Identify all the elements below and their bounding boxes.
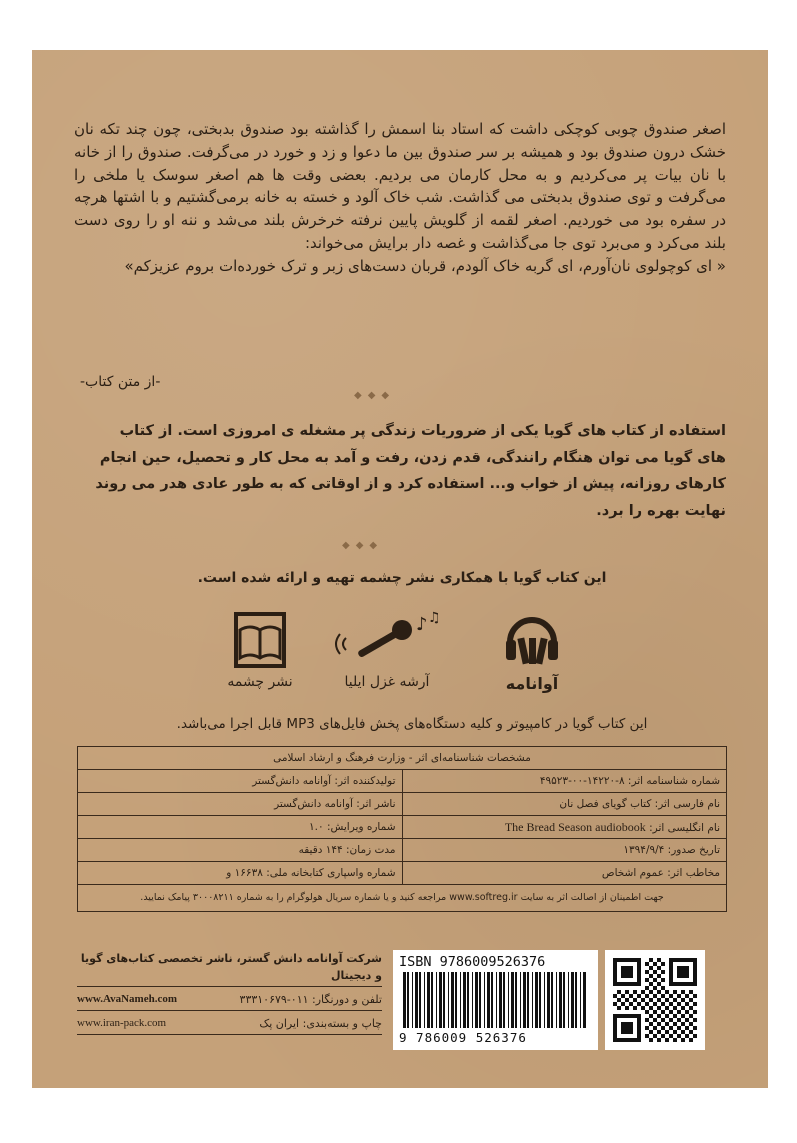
publisher-phone: تلفن و دورنگار: ۰۱۱-۳۳۳۱۰۶۷۹ xyxy=(239,993,382,1006)
barcode-bar xyxy=(571,972,574,1028)
qr-module xyxy=(693,994,697,998)
english-title-value: The Bread Season audiobook xyxy=(504,820,646,834)
qr-module xyxy=(649,966,653,970)
table-row xyxy=(78,793,726,816)
qr-module xyxy=(673,990,677,994)
qr-module xyxy=(613,994,617,998)
barcode-bar xyxy=(544,972,545,1028)
qr-module xyxy=(645,970,649,974)
qr-module xyxy=(653,986,657,990)
qr-module xyxy=(677,1018,681,1022)
table-cell: تولیدکننده اثر: آوانامه دانش‌گستر xyxy=(78,770,403,792)
qr-module xyxy=(669,1026,673,1030)
qr-module xyxy=(689,1014,693,1018)
qr-module xyxy=(661,1034,665,1038)
qr-module xyxy=(621,1002,625,1006)
qr-module xyxy=(669,1010,673,1014)
qr-module xyxy=(669,994,673,998)
qr-module xyxy=(685,1002,689,1006)
barcode-bar xyxy=(431,972,433,1028)
publisher-company: شرکت آوانامه دانش گستر، ناشر تخصصی کتاب‌های گویا و دیجیتال xyxy=(77,950,382,987)
qr-module xyxy=(681,1006,685,1010)
barcode-bar xyxy=(451,972,454,1028)
qr-module xyxy=(689,990,693,994)
qr-module xyxy=(653,1034,657,1038)
qr-module xyxy=(685,1034,689,1038)
qr-module xyxy=(673,1038,677,1042)
qr-module xyxy=(657,1030,661,1034)
table-cell: نام فارسی اثر: کتاب گویای فصل نان xyxy=(559,798,720,810)
qr-module xyxy=(649,998,653,1002)
qr-module xyxy=(681,1014,685,1018)
table-cell: مخاطب اثر: عموم اشخاص xyxy=(601,867,720,879)
qr-module xyxy=(669,1018,673,1022)
qr-module xyxy=(673,1006,677,1010)
qr-module xyxy=(649,990,653,994)
qr-module xyxy=(661,1018,665,1022)
microphone-music-icon xyxy=(332,608,442,672)
qr-module xyxy=(661,978,665,982)
avanameh-logo xyxy=(472,608,592,693)
qr-module xyxy=(693,1018,697,1022)
qr-module xyxy=(689,1022,693,1026)
qr-module xyxy=(633,1006,637,1010)
authenticity-note: جهت اطمینان از اصالت اثر به سایت www.softreg.ir مراجعه کنید و یا شماره سریال هولوگرام را به شماره ۳۰۰۰۸۲۱۱ پیامک نمایید. xyxy=(78,885,726,911)
barcode-bar xyxy=(415,972,418,1028)
qr-module xyxy=(653,970,657,974)
barcode-bar xyxy=(463,972,466,1028)
barcode-bar xyxy=(443,972,445,1028)
qr-module xyxy=(645,986,649,990)
qr-module xyxy=(689,998,693,1002)
publisher-contact xyxy=(77,991,382,1011)
isbn-barcode-box xyxy=(393,950,598,1050)
barcode-bar xyxy=(496,972,497,1028)
table-cell: ناشر اثر: آوانامه دانش‌گستر xyxy=(78,793,403,815)
qr-module xyxy=(661,1026,665,1030)
qr-module xyxy=(625,1006,629,1010)
qr-module xyxy=(665,1006,669,1010)
barcode-icon xyxy=(403,972,588,1028)
qr-module xyxy=(645,962,649,966)
qr-module xyxy=(673,1014,677,1018)
barcode-bar xyxy=(559,972,562,1028)
english-title-label: نام انگلیسی اثر: xyxy=(649,822,720,834)
barcode-bar xyxy=(467,972,469,1028)
qr-module xyxy=(685,994,689,998)
qr-module xyxy=(645,1002,649,1006)
qr-module xyxy=(649,1038,653,1042)
barcode-bar xyxy=(412,972,413,1028)
qr-module xyxy=(645,1026,649,1030)
qr-module xyxy=(617,990,621,994)
qr-module xyxy=(677,994,681,998)
excerpt-paragraph: اصغر صندوق چوبی کوچکی داشت که استاد بنا اسمش را گذاشته بود صندوق بدبختی، چون چند تکه نان خشک درون صندوق بود و همیشه بر سر صندوق بین ما دعوا و زد و خورد در می‌گرفت. صندوق را از خانه با نان بیات پر می‌کردیم و به محل کارمان می بردیم. بعضی وقت ها هم اصغر سوسک یا ملخی را می‌گرفت و توی صندوق بدبختی می گذاشت. شب خاک آلود و خسته به خانه برمی‌گشتیم و با اشتها هرچه در سفره بود می خوردیم. اصغر لقمه از گلویش پایین نرفته خرخرش بلند می‌شد و ننه او را روی دست بلند می‌کرد و می‌برد توی جا می‌گذاشت و غصه دار برایش می‌خواند: xyxy=(74,120,726,252)
avanameh-label: آوانامه xyxy=(505,674,559,693)
excerpt-source: -از متن کتاب- xyxy=(80,374,161,390)
identity-table xyxy=(77,746,727,912)
qr-module xyxy=(633,990,637,994)
divider-dots: ◆◆◆ xyxy=(354,390,396,401)
table-cell: شماره شناسنامه اثر: ۸-۱۴۲۲۰-۰۰-۴۹۵۲۳ xyxy=(539,775,720,787)
table-row xyxy=(78,839,726,862)
qr-module xyxy=(617,998,621,1002)
qr-module xyxy=(693,1002,697,1006)
barcode-bar xyxy=(511,972,514,1028)
table-row xyxy=(78,862,726,885)
qr-module xyxy=(661,1010,665,1014)
barcode-bar xyxy=(508,972,509,1028)
audiobook-intro xyxy=(86,418,726,524)
table-cell: شماره واسپاری کتابخانه ملی: ۱۶۶۳۸ و xyxy=(78,862,403,884)
qr-module xyxy=(613,1002,617,1006)
qr-module xyxy=(665,1022,669,1026)
qr-module xyxy=(689,1038,693,1042)
qr-module xyxy=(685,1026,689,1030)
avanameh-website-link[interactable]: www.AvaNameh.com xyxy=(77,993,178,1005)
barcode-bar xyxy=(427,972,430,1028)
qr-module xyxy=(645,1018,649,1022)
barcode-bar xyxy=(568,972,569,1028)
barcode-bar xyxy=(575,972,577,1028)
barcode-bar xyxy=(580,972,581,1028)
qr-module xyxy=(657,990,661,994)
barcode-bar xyxy=(479,972,481,1028)
qr-module xyxy=(665,1038,669,1042)
qr-module xyxy=(653,994,657,998)
qr-module xyxy=(677,1034,681,1038)
qr-finder xyxy=(621,1022,633,1034)
qr-module xyxy=(689,1006,693,1010)
headphones-books-icon xyxy=(500,608,564,672)
barcode-bar xyxy=(403,972,406,1028)
qr-module xyxy=(657,958,661,962)
barcode-bar xyxy=(499,972,502,1028)
qr-module xyxy=(641,998,645,1002)
qr-module xyxy=(673,998,677,1002)
qr-module xyxy=(649,974,653,978)
qr-module xyxy=(665,990,669,994)
barcode-bar xyxy=(547,972,550,1028)
qr-module xyxy=(657,1014,661,1018)
qr-module xyxy=(665,1014,669,1018)
pack-info: چاپ و بسته‌بندی: ایران پک xyxy=(259,1017,382,1030)
qr-module xyxy=(657,998,661,1002)
qr-module xyxy=(649,1030,653,1034)
qr-module xyxy=(653,978,657,982)
excerpt-quote: « ای کوچولوی نان‌آورم، ای گربه خاک آلودم، قربان دست‌های زبر و ترک خورده‌ات بروم عزیزکم» xyxy=(124,256,726,275)
qr-module xyxy=(657,966,661,970)
barcode-bar xyxy=(484,972,485,1028)
barcode-bar xyxy=(419,972,421,1028)
barcode-bar xyxy=(532,972,533,1028)
barcode-bar xyxy=(436,972,437,1028)
table-cell: مدت زمان: ۱۴۴ دقیقه xyxy=(78,839,403,861)
qr-module xyxy=(625,998,629,1002)
qr-module xyxy=(689,1030,693,1034)
barcode-bar xyxy=(460,972,461,1028)
qr-module xyxy=(649,982,653,986)
qr-module xyxy=(681,1030,685,1034)
qr-finder xyxy=(621,966,633,978)
barcode-bar xyxy=(556,972,557,1028)
qr-module xyxy=(661,986,665,990)
qr-module xyxy=(681,1038,685,1042)
qr-module xyxy=(649,1014,653,1018)
cheshmeh-label: نشر چشمه xyxy=(227,674,293,690)
barcode-bar xyxy=(424,972,425,1028)
barcode-bar xyxy=(527,972,529,1028)
barcode-bar xyxy=(539,972,541,1028)
book-back-cover xyxy=(32,50,768,1088)
qr-module xyxy=(653,1026,657,1030)
barcode-bar xyxy=(475,972,478,1028)
qr-module xyxy=(641,990,645,994)
qr-module xyxy=(657,974,661,978)
qr-module xyxy=(641,1006,645,1010)
qr-module xyxy=(665,1030,669,1034)
qr-module xyxy=(693,1026,697,1030)
barcode-bar xyxy=(439,972,442,1028)
barcode-bar xyxy=(520,972,521,1028)
qr-module xyxy=(673,1030,677,1034)
divider-dots: ◆◆◆ xyxy=(342,540,384,551)
qr-module xyxy=(657,1038,661,1042)
qr-module xyxy=(645,1034,649,1038)
bottom-section xyxy=(77,950,725,1050)
qr-module xyxy=(685,1018,689,1022)
qr-module xyxy=(637,994,641,998)
pack-contact xyxy=(77,1015,382,1035)
qr-module xyxy=(629,1002,633,1006)
qr-module xyxy=(645,994,649,998)
qr-module xyxy=(625,990,629,994)
barcode-bar xyxy=(472,972,473,1028)
qr-module xyxy=(673,1022,677,1026)
barcode-bar xyxy=(448,972,449,1028)
qr-code-box xyxy=(605,950,705,1050)
barcode-bar xyxy=(583,972,586,1028)
intro-text: استفاده از کتاب های گویا یکی از ضروریات زندگی پر مشغله ی امروزی است. از کتاب های گویا می توان هنگام رانندگی، قدم زدن، رفت و آمد به محل کار و تحصیل، حین انجام کارهای روزانه، پیش از خواب و... استفاده کرد و از اوقاتی که به طور عادی هدر می روند نهایت بهره را برد. xyxy=(95,423,726,519)
qr-module xyxy=(653,1018,657,1022)
qr-module xyxy=(657,1022,661,1026)
qr-module xyxy=(681,990,685,994)
qr-module xyxy=(657,1006,661,1010)
identity-table-heading: مشخصات شناسنامه‌ای اثر - وزارت فرهنگ و ارشاد اسلامی xyxy=(78,747,726,770)
mp3-compatibility-note: این کتاب گویا در کامپیوتر و کلیه دستگاه‌های پخش فایل‌های MP3 قابل اجرا می‌باشد. xyxy=(176,716,648,732)
qr-module xyxy=(653,962,657,966)
barcode-bar xyxy=(551,972,553,1028)
qr-module xyxy=(649,1006,653,1010)
barcode-bar xyxy=(487,972,490,1028)
barcode-bar xyxy=(503,972,505,1028)
qr-module xyxy=(621,994,625,998)
table-cell xyxy=(403,816,727,838)
collaboration-note: این کتاب گویا با همکاری نشر چشمه تهیه و ارائه شده است. xyxy=(197,570,607,586)
cheshmeh-logo xyxy=(200,608,320,690)
barcode-bar xyxy=(491,972,493,1028)
qr-module xyxy=(645,1010,649,1014)
barcode-bar xyxy=(535,972,538,1028)
qr-module xyxy=(669,1002,673,1006)
qr-module xyxy=(617,1006,621,1010)
qr-module xyxy=(665,998,669,1002)
table-row xyxy=(78,770,726,793)
qr-module xyxy=(681,1022,685,1026)
barcode-bar xyxy=(407,972,409,1028)
qr-module xyxy=(669,1034,673,1038)
qr-module xyxy=(661,994,665,998)
barcode-bar xyxy=(515,972,517,1028)
qr-module xyxy=(657,982,661,986)
iranpack-website-link[interactable]: www.iran-pack.com xyxy=(77,1017,167,1029)
qr-module xyxy=(637,1002,641,1006)
qr-module xyxy=(677,1010,681,1014)
qr-module xyxy=(653,1010,657,1014)
publisher-info xyxy=(77,950,382,1039)
qr-module xyxy=(685,1010,689,1014)
book-excerpt xyxy=(74,118,726,278)
qr-module xyxy=(633,998,637,1002)
barcode-bar xyxy=(455,972,457,1028)
qr-module xyxy=(649,958,653,962)
qr-module xyxy=(693,1010,697,1014)
qr-module xyxy=(653,1002,657,1006)
softreg-link[interactable]: www.softreg.ir xyxy=(449,892,518,903)
reader-label: آرشه غزل ایلیا xyxy=(344,674,430,690)
isbn-bottom-text: 9 786009 526376 xyxy=(399,1030,527,1045)
qr-module xyxy=(649,1022,653,1026)
isbn-top-text: ISBN 9786009526376 xyxy=(399,954,546,970)
qr-code-icon xyxy=(613,958,697,1042)
table-cell: تاریخ صدور: ۱۳۹۴/۹/۴ xyxy=(623,844,720,856)
table-row xyxy=(78,816,726,839)
svg-text:♫: ♫ xyxy=(428,610,441,626)
qr-module xyxy=(645,978,649,982)
qr-module xyxy=(661,962,665,966)
qr-module xyxy=(677,1026,681,1030)
qr-module xyxy=(677,1002,681,1006)
svg-text:♪: ♪ xyxy=(416,614,428,635)
reader-logo xyxy=(327,608,447,690)
qr-module xyxy=(629,994,633,998)
qr-finder xyxy=(677,966,689,978)
open-book-icon xyxy=(228,608,292,672)
qr-module xyxy=(693,1034,697,1038)
table-cell: شماره ویرایش: ۱.۰ xyxy=(78,816,403,838)
qr-module xyxy=(661,970,665,974)
barcode-bar xyxy=(523,972,526,1028)
barcode-bar xyxy=(563,972,565,1028)
qr-module xyxy=(681,998,685,1002)
qr-module xyxy=(661,1002,665,1006)
